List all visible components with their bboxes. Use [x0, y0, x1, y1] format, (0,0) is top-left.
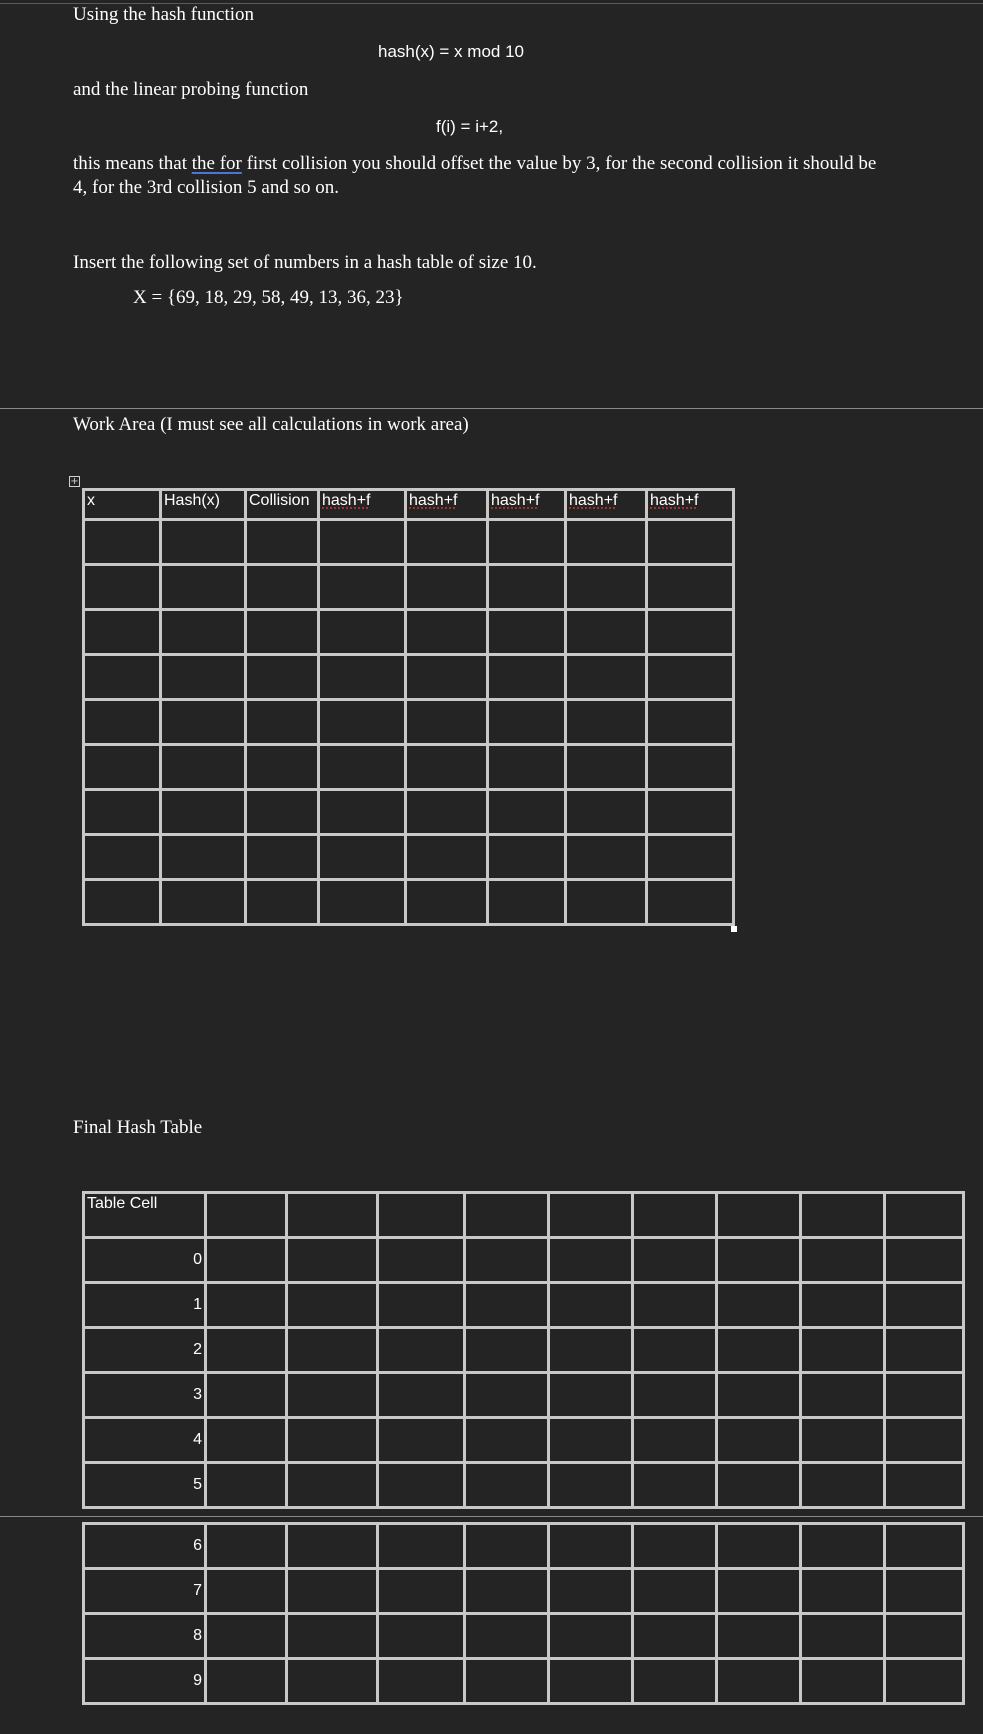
- final-table-cell[interactable]: [465, 1569, 549, 1614]
- final-table-cell[interactable]: [717, 1418, 801, 1463]
- final-table-cell[interactable]: [885, 1659, 964, 1704]
- work-cell[interactable]: [566, 790, 647, 835]
- table-cell-index[interactable]: 3: [84, 1373, 206, 1418]
- final-table-row: [84, 1328, 964, 1373]
- final-table-cell[interactable]: [465, 1659, 549, 1704]
- work-cell[interactable]: [566, 565, 647, 610]
- explanation-line-2: 4, for the 3rd collision 5 and so on.: [73, 177, 339, 198]
- final-table-cell[interactable]: [717, 1328, 801, 1373]
- work-cell[interactable]: [84, 700, 161, 745]
- work-cell[interactable]: [406, 520, 488, 565]
- work-cell[interactable]: [319, 745, 406, 790]
- work-cell[interactable]: [647, 790, 734, 835]
- final-header-cell[interactable]: [549, 1193, 633, 1238]
- work-cell[interactable]: [406, 700, 488, 745]
- work-cell[interactable]: [647, 520, 734, 565]
- work-cell[interactable]: [246, 790, 319, 835]
- work-cell[interactable]: [246, 610, 319, 655]
- table-cell-index[interactable]: 6: [84, 1524, 206, 1569]
- work-cell[interactable]: [161, 835, 246, 880]
- final-table-cell[interactable]: [549, 1283, 633, 1328]
- work-cell[interactable]: [647, 700, 734, 745]
- final-header-cell[interactable]: [465, 1193, 549, 1238]
- final-table-cell[interactable]: [549, 1418, 633, 1463]
- final-table-cell[interactable]: [885, 1569, 964, 1614]
- work-cell[interactable]: [647, 835, 734, 880]
- work-cell[interactable]: [406, 835, 488, 880]
- work-row: [84, 790, 734, 835]
- final-table-cell[interactable]: [465, 1614, 549, 1659]
- header-hash-f-5[interactable]: hash+f: [647, 490, 734, 520]
- header-hash-f-4[interactable]: hash+f: [566, 490, 647, 520]
- final-table-cell[interactable]: [378, 1463, 465, 1508]
- page-break-line: [0, 1516, 983, 1517]
- final-table-row: [84, 1283, 964, 1328]
- explanation-part-a: this means that: [73, 153, 192, 174]
- work-cell[interactable]: [406, 790, 488, 835]
- final-table-row: [84, 1524, 964, 1569]
- final-table-cell[interactable]: [549, 1614, 633, 1659]
- final-table-cell[interactable]: [717, 1614, 801, 1659]
- work-cell[interactable]: [566, 880, 647, 925]
- work-cell[interactable]: [161, 880, 246, 925]
- work-cell[interactable]: [246, 520, 319, 565]
- final-table-cell[interactable]: [633, 1463, 717, 1508]
- final-table-cell[interactable]: [378, 1328, 465, 1373]
- final-table-row: [84, 1614, 964, 1659]
- header-hash[interactable]: Hash(x): [161, 490, 246, 520]
- final-table-cell[interactable]: [549, 1373, 633, 1418]
- table-cell-index[interactable]: 5: [84, 1463, 206, 1508]
- final-table-cell[interactable]: [287, 1238, 378, 1283]
- final-table-cell[interactable]: [287, 1524, 378, 1569]
- final-table-cell[interactable]: [549, 1569, 633, 1614]
- final-table-cell[interactable]: [206, 1283, 287, 1328]
- work-cell[interactable]: [161, 700, 246, 745]
- final-table-cell[interactable]: [287, 1328, 378, 1373]
- header-hash-f-2[interactable]: hash+f: [406, 490, 488, 520]
- final-table-cell[interactable]: [633, 1283, 717, 1328]
- final-table-cell[interactable]: [717, 1659, 801, 1704]
- work-cell[interactable]: [84, 790, 161, 835]
- final-table-title: Final Hash Table: [73, 1117, 203, 1138]
- final-header-cell[interactable]: [885, 1193, 964, 1238]
- work-cell[interactable]: [319, 790, 406, 835]
- final-table-cell[interactable]: [885, 1614, 964, 1659]
- grammar-flagged-text: the for: [191, 153, 242, 174]
- work-row: [84, 880, 734, 925]
- work-cell[interactable]: [84, 520, 161, 565]
- final-table-cell[interactable]: [549, 1463, 633, 1508]
- final-table-row: [84, 1373, 964, 1418]
- work-cell[interactable]: [84, 610, 161, 655]
- work-cell[interactable]: [84, 880, 161, 925]
- explanation-part-c: first collision you should offset the value by 3, for the second collision it should be: [241, 153, 877, 174]
- final-table-cell[interactable]: [287, 1418, 378, 1463]
- work-cell[interactable]: [161, 565, 246, 610]
- page-break-line: [0, 408, 983, 409]
- work-cell[interactable]: [161, 655, 246, 700]
- table-resize-handle[interactable]: [731, 926, 737, 932]
- final-table-cell[interactable]: [633, 1238, 717, 1283]
- final-table-cell[interactable]: [378, 1569, 465, 1614]
- final-table-cell[interactable]: [465, 1283, 549, 1328]
- work-row: [84, 610, 734, 655]
- final-table-cell[interactable]: [287, 1569, 378, 1614]
- work-cell[interactable]: [488, 880, 566, 925]
- table-cell-index[interactable]: 8: [84, 1614, 206, 1659]
- work-cell[interactable]: [406, 880, 488, 925]
- final-table-cell[interactable]: [287, 1614, 378, 1659]
- final-table-cell[interactable]: [378, 1524, 465, 1569]
- work-cell[interactable]: [647, 565, 734, 610]
- work-cell[interactable]: [566, 520, 647, 565]
- probe-formula: f(i) = i+2,: [436, 117, 504, 136]
- final-table-cell[interactable]: [801, 1373, 885, 1418]
- table-cell-index[interactable]: 0: [84, 1238, 206, 1283]
- work-cell[interactable]: [84, 835, 161, 880]
- work-cell[interactable]: [647, 655, 734, 700]
- final-table-cell[interactable]: [885, 1524, 964, 1569]
- work-cell[interactable]: [406, 610, 488, 655]
- work-header-row: [84, 490, 734, 520]
- final-table-cell[interactable]: [717, 1569, 801, 1614]
- final-table-cell[interactable]: [633, 1569, 717, 1614]
- work-cell[interactable]: [647, 745, 734, 790]
- table-cell-index[interactable]: 7: [84, 1569, 206, 1614]
- work-cell[interactable]: [406, 655, 488, 700]
- final-table-cell[interactable]: [378, 1614, 465, 1659]
- final-table-cell[interactable]: [287, 1373, 378, 1418]
- final-header-cell[interactable]: [717, 1193, 801, 1238]
- work-cell[interactable]: [246, 835, 319, 880]
- work-cell[interactable]: [84, 745, 161, 790]
- work-cell[interactable]: [406, 565, 488, 610]
- work-cell[interactable]: [246, 655, 319, 700]
- work-cell[interactable]: [488, 565, 566, 610]
- final-table-cell[interactable]: [206, 1524, 287, 1569]
- final-table-cell[interactable]: [885, 1283, 964, 1328]
- header-hash-f-1[interactable]: hash+f: [319, 490, 406, 520]
- work-row: [84, 700, 734, 745]
- table-cell-index[interactable]: 4: [84, 1418, 206, 1463]
- final-table-cell[interactable]: [206, 1463, 287, 1508]
- final-table-cell[interactable]: [717, 1524, 801, 1569]
- final-table-cell[interactable]: [378, 1283, 465, 1328]
- final-table-cell[interactable]: [885, 1238, 964, 1283]
- header-collision[interactable]: Collision: [246, 490, 319, 520]
- final-table-cell[interactable]: [633, 1328, 717, 1373]
- final-table-cell[interactable]: [378, 1659, 465, 1704]
- work-cell[interactable]: [161, 790, 246, 835]
- work-row: [84, 655, 734, 700]
- final-table-cell[interactable]: [549, 1238, 633, 1283]
- final-table-cell[interactable]: [633, 1614, 717, 1659]
- final-hash-table-continued[interactable]: [82, 1522, 965, 1705]
- work-cell[interactable]: [488, 655, 566, 700]
- work-cell[interactable]: [246, 700, 319, 745]
- final-table-cell[interactable]: [465, 1238, 549, 1283]
- final-table-cell[interactable]: [465, 1524, 549, 1569]
- final-table-cell[interactable]: [801, 1659, 885, 1704]
- final-table-cell[interactable]: [465, 1418, 549, 1463]
- work-cell[interactable]: [246, 745, 319, 790]
- final-table-cell[interactable]: [801, 1569, 885, 1614]
- final-header-cell[interactable]: [378, 1193, 465, 1238]
- final-table-cell[interactable]: [465, 1463, 549, 1508]
- work-cell[interactable]: [161, 520, 246, 565]
- final-table-cell[interactable]: [885, 1328, 964, 1373]
- work-cell[interactable]: [319, 610, 406, 655]
- table-cell-index[interactable]: 1: [84, 1283, 206, 1328]
- work-cell[interactable]: [319, 835, 406, 880]
- final-table-cell[interactable]: [549, 1328, 633, 1373]
- table-cell-header[interactable]: Table Cell: [84, 1193, 206, 1238]
- work-row: [84, 835, 734, 880]
- work-cell[interactable]: [319, 700, 406, 745]
- final-table-cell[interactable]: [633, 1659, 717, 1704]
- work-cell[interactable]: [84, 565, 161, 610]
- final-table-cell[interactable]: [287, 1463, 378, 1508]
- final-table-cell[interactable]: [801, 1614, 885, 1659]
- final-table-cell[interactable]: [801, 1328, 885, 1373]
- explanation-line-1: [73, 152, 876, 176]
- intro-line-2: and the linear probing function: [73, 79, 309, 100]
- work-cell[interactable]: [488, 610, 566, 655]
- final-table-cell[interactable]: [206, 1614, 287, 1659]
- work-cell[interactable]: [488, 790, 566, 835]
- final-table-row: [84, 1238, 964, 1283]
- final-table-cell[interactable]: [633, 1418, 717, 1463]
- work-cell[interactable]: [406, 745, 488, 790]
- header-x[interactable]: x: [84, 490, 161, 520]
- work-cell[interactable]: [319, 520, 406, 565]
- work-cell[interactable]: [319, 880, 406, 925]
- final-table-cell[interactable]: [633, 1373, 717, 1418]
- work-cell[interactable]: [566, 655, 647, 700]
- final-table-cell[interactable]: [549, 1659, 633, 1704]
- final-table-cell[interactable]: [885, 1463, 964, 1508]
- final-table-cell[interactable]: [717, 1238, 801, 1283]
- final-table-cell[interactable]: [717, 1283, 801, 1328]
- work-cell[interactable]: [647, 610, 734, 655]
- work-cell[interactable]: [246, 880, 319, 925]
- work-cell[interactable]: [566, 610, 647, 655]
- work-cell[interactable]: [161, 745, 246, 790]
- final-table-cell[interactable]: [801, 1524, 885, 1569]
- final-table-cell[interactable]: [206, 1238, 287, 1283]
- work-row: [84, 745, 734, 790]
- table-move-handle-icon[interactable]: +: [70, 476, 79, 487]
- work-cell[interactable]: [488, 745, 566, 790]
- work-cell[interactable]: [161, 610, 246, 655]
- final-table-cell[interactable]: [378, 1373, 465, 1418]
- final-header-cell[interactable]: [287, 1193, 378, 1238]
- final-table-cell[interactable]: [801, 1463, 885, 1508]
- final-table-cell[interactable]: [801, 1283, 885, 1328]
- final-table-cell[interactable]: [801, 1238, 885, 1283]
- work-row: [84, 520, 734, 565]
- work-cell[interactable]: [566, 700, 647, 745]
- final-table-cell[interactable]: [885, 1418, 964, 1463]
- final-table-cell[interactable]: [717, 1373, 801, 1418]
- work-row: [84, 565, 734, 610]
- final-header-cell[interactable]: [801, 1193, 885, 1238]
- header-hash-f-3[interactable]: hash+f: [488, 490, 566, 520]
- final-table-cell[interactable]: [549, 1524, 633, 1569]
- number-set: X = {69, 18, 29, 58, 49, 13, 36, 23}: [133, 287, 404, 308]
- work-cell[interactable]: [319, 655, 406, 700]
- final-table-cell[interactable]: [287, 1659, 378, 1704]
- final-table-cell[interactable]: [378, 1418, 465, 1463]
- final-table-cell[interactable]: [717, 1463, 801, 1508]
- work-cell[interactable]: [647, 880, 734, 925]
- final-table-cell[interactable]: [801, 1418, 885, 1463]
- final-table-cell[interactable]: [206, 1328, 287, 1373]
- final-hash-table[interactable]: [82, 1191, 965, 1509]
- final-table-row: [84, 1463, 964, 1508]
- work-area-table[interactable]: [82, 488, 735, 926]
- final-table-row: [84, 1418, 964, 1463]
- work-cell[interactable]: [488, 700, 566, 745]
- final-table-cell[interactable]: [465, 1328, 549, 1373]
- table-cell-index[interactable]: 9: [84, 1659, 206, 1704]
- final-table-row: [84, 1569, 964, 1614]
- work-cell[interactable]: [566, 745, 647, 790]
- final-table-row: [84, 1659, 964, 1704]
- final-table-cell[interactable]: [206, 1569, 287, 1614]
- hash-formula: hash(x) = x mod 10: [378, 42, 524, 61]
- final-table-cell[interactable]: [287, 1283, 378, 1328]
- work-area-title: Work Area (I must see all calculations in work area): [73, 414, 469, 435]
- final-table-cell[interactable]: [206, 1373, 287, 1418]
- work-cell[interactable]: [566, 835, 647, 880]
- final-table-cell[interactable]: [885, 1373, 964, 1418]
- final-table-cell[interactable]: [633, 1524, 717, 1569]
- work-cell[interactable]: [488, 835, 566, 880]
- final-table-cell[interactable]: [465, 1373, 549, 1418]
- intro-line-1: Using the hash function: [73, 4, 255, 25]
- final-header-row: [84, 1193, 964, 1238]
- instruction-text: Insert the following set of numbers in a hash table of size 10.: [73, 252, 537, 273]
- work-cell[interactable]: [488, 520, 566, 565]
- work-cell[interactable]: [319, 565, 406, 610]
- final-table-cell[interactable]: [378, 1238, 465, 1283]
- final-header-cell[interactable]: [633, 1193, 717, 1238]
- final-table-cell[interactable]: [206, 1659, 287, 1704]
- final-table-cell[interactable]: [206, 1418, 287, 1463]
- work-cell[interactable]: [246, 565, 319, 610]
- final-header-cell[interactable]: [206, 1193, 287, 1238]
- work-cell[interactable]: [84, 655, 161, 700]
- table-cell-index[interactable]: 2: [84, 1328, 206, 1373]
